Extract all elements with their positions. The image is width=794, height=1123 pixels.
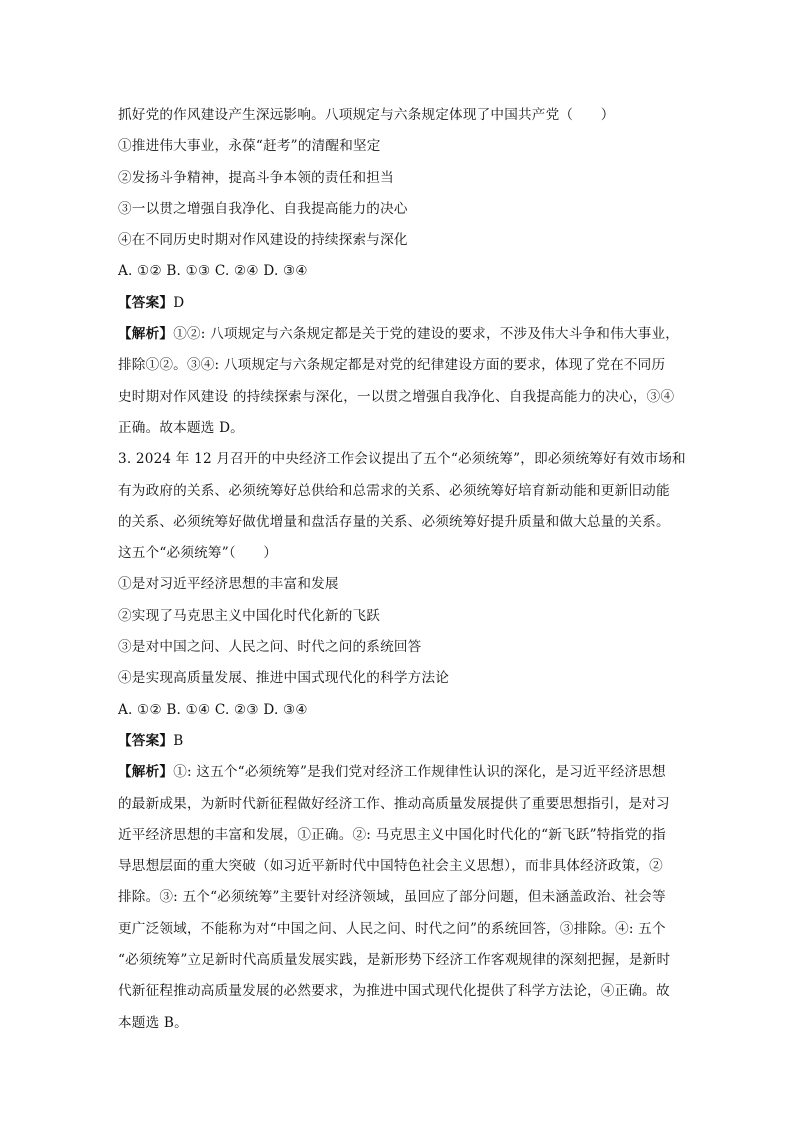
q3-analysis-line-1: 【解析】①: 这五个“必须统筹”是我们党对经济工作规律性认识的深化，是习近平经济思想 [118, 764, 666, 781]
q3-analysis-line-2: 的最新成果，为新时代新征程做好经济工作、推动高质量发展提供了重要思想指引，是对习 [118, 795, 670, 812]
q3-option-3: ③是对中国之问、人民之问、时代之问的系统回答 [118, 639, 422, 656]
q2-option-3: ③一以贯之增强自我净化、自我提高能力的决心 [118, 200, 408, 217]
q2-analysis-line-4: 正确。故本题选 D。 [118, 419, 244, 436]
q2-analysis-line-3: 史时期对作风建设 的持续探索与深化，一以贯之增强自我净化、自我提高能力的决心，③④ [118, 388, 675, 405]
q2-option-2: ②发扬斗争精神，提高斗争本领的责任和担当 [118, 169, 394, 186]
q2-stem: 抓好党的作风建设产生深远影响。八项规定与六条规定体现了中国共产党（ ） [118, 107, 615, 123]
q2-choices: A. ①② B. ①③ C. ②④ D. ③④ [118, 263, 308, 280]
q3-stem-line-2: 有为政府的关系、必须统筹好总供给和总需求的关系、必须统筹好培育新动能和更新旧动能 [118, 482, 670, 499]
q2-option-1: ①推进伟大事业，永葆“赶考”的清醒和坚定 [118, 138, 381, 155]
q3-analysis-line-8: 代新征程推动高质量发展的必然要求，为推进中国式现代化提供了科学方法论，④正确。故 [118, 983, 670, 1000]
document-page [118, 100, 686, 1039]
q3-stem-line-3: 的关系、必须统筹好做优增量和盘活存量的关系、必须统筹好提升质量和做大总量的关系。 [118, 513, 670, 530]
q2-option-4: ④在不同历史时期对作风建设的持续探索与深化 [118, 232, 408, 249]
q3-stem-line-4: 这五个“必须统筹”（ ） [118, 545, 278, 562]
answer-label: 【答案】 [118, 732, 174, 749]
q3-analysis-line-6: 更广泛领域，不能称为对“中国之问、人民之问、时代之问”的系统回答，③排除。④: 五个 [118, 920, 666, 937]
q3-option-2: ②实现了马克思主义中国化时代化新的飞跃 [118, 607, 381, 624]
q3-analysis-line-7: “必须统筹”立足新时代高质量发展实践，是新形势下经济工作客观规律的深刻把握，是新时 [118, 952, 671, 969]
q3-analysis-line-5: 排除。③: 五个“必须统筹”主要针对经济领域，虽回应了部分问题，但未涵盖政治、社会等 [118, 889, 666, 906]
q3-stem-line-1: 3. 2024 年 12 月召开的中央经济工作会议提出了五个“必须统筹”，即必须统筹好有效市场和 [118, 451, 686, 468]
q3-analysis-line-4: 导思想层面的重大突破（如习近平新时代中国特色社会主义思想），而非具体经济政策，② [118, 858, 663, 875]
q3-answer [118, 726, 683, 757]
q3-choices: A. ①② B. ①④ C. ②③ D. ③④ [118, 701, 308, 718]
analysis-label: 【解析】 [118, 764, 174, 781]
q3-option-1: ①是对习近平经济思想的丰富和发展 [118, 576, 339, 593]
q2-analysis-line-2: 排除①②。③④: 八项规定与六条规定都是对党的纪律建设方面的要求，体现了党在不同历 [118, 357, 666, 374]
q3-analysis-line-3: 近平经济思想的丰富和发展，①正确。②: 马克思主义中国化时代化的“新飞跃”特指党的指 [118, 826, 666, 843]
q3-analysis-line-9: 本题选 B。 [118, 1014, 188, 1031]
answer-value: B [173, 732, 184, 749]
q3-option-4: ④是实现高质量发展、推进中国式现代化的科学方法论 [118, 670, 450, 687]
answer-label: 【答案】 [118, 294, 174, 311]
answer-value: D [173, 294, 185, 311]
q2-answer [118, 288, 683, 319]
analysis-label: 【解析】 [118, 326, 174, 343]
q2-analysis-line-1: 【解析】①②: 八项规定与六条规定都是关于党的建设的要求，不涉及伟大斗争和伟大事业， [118, 326, 680, 343]
